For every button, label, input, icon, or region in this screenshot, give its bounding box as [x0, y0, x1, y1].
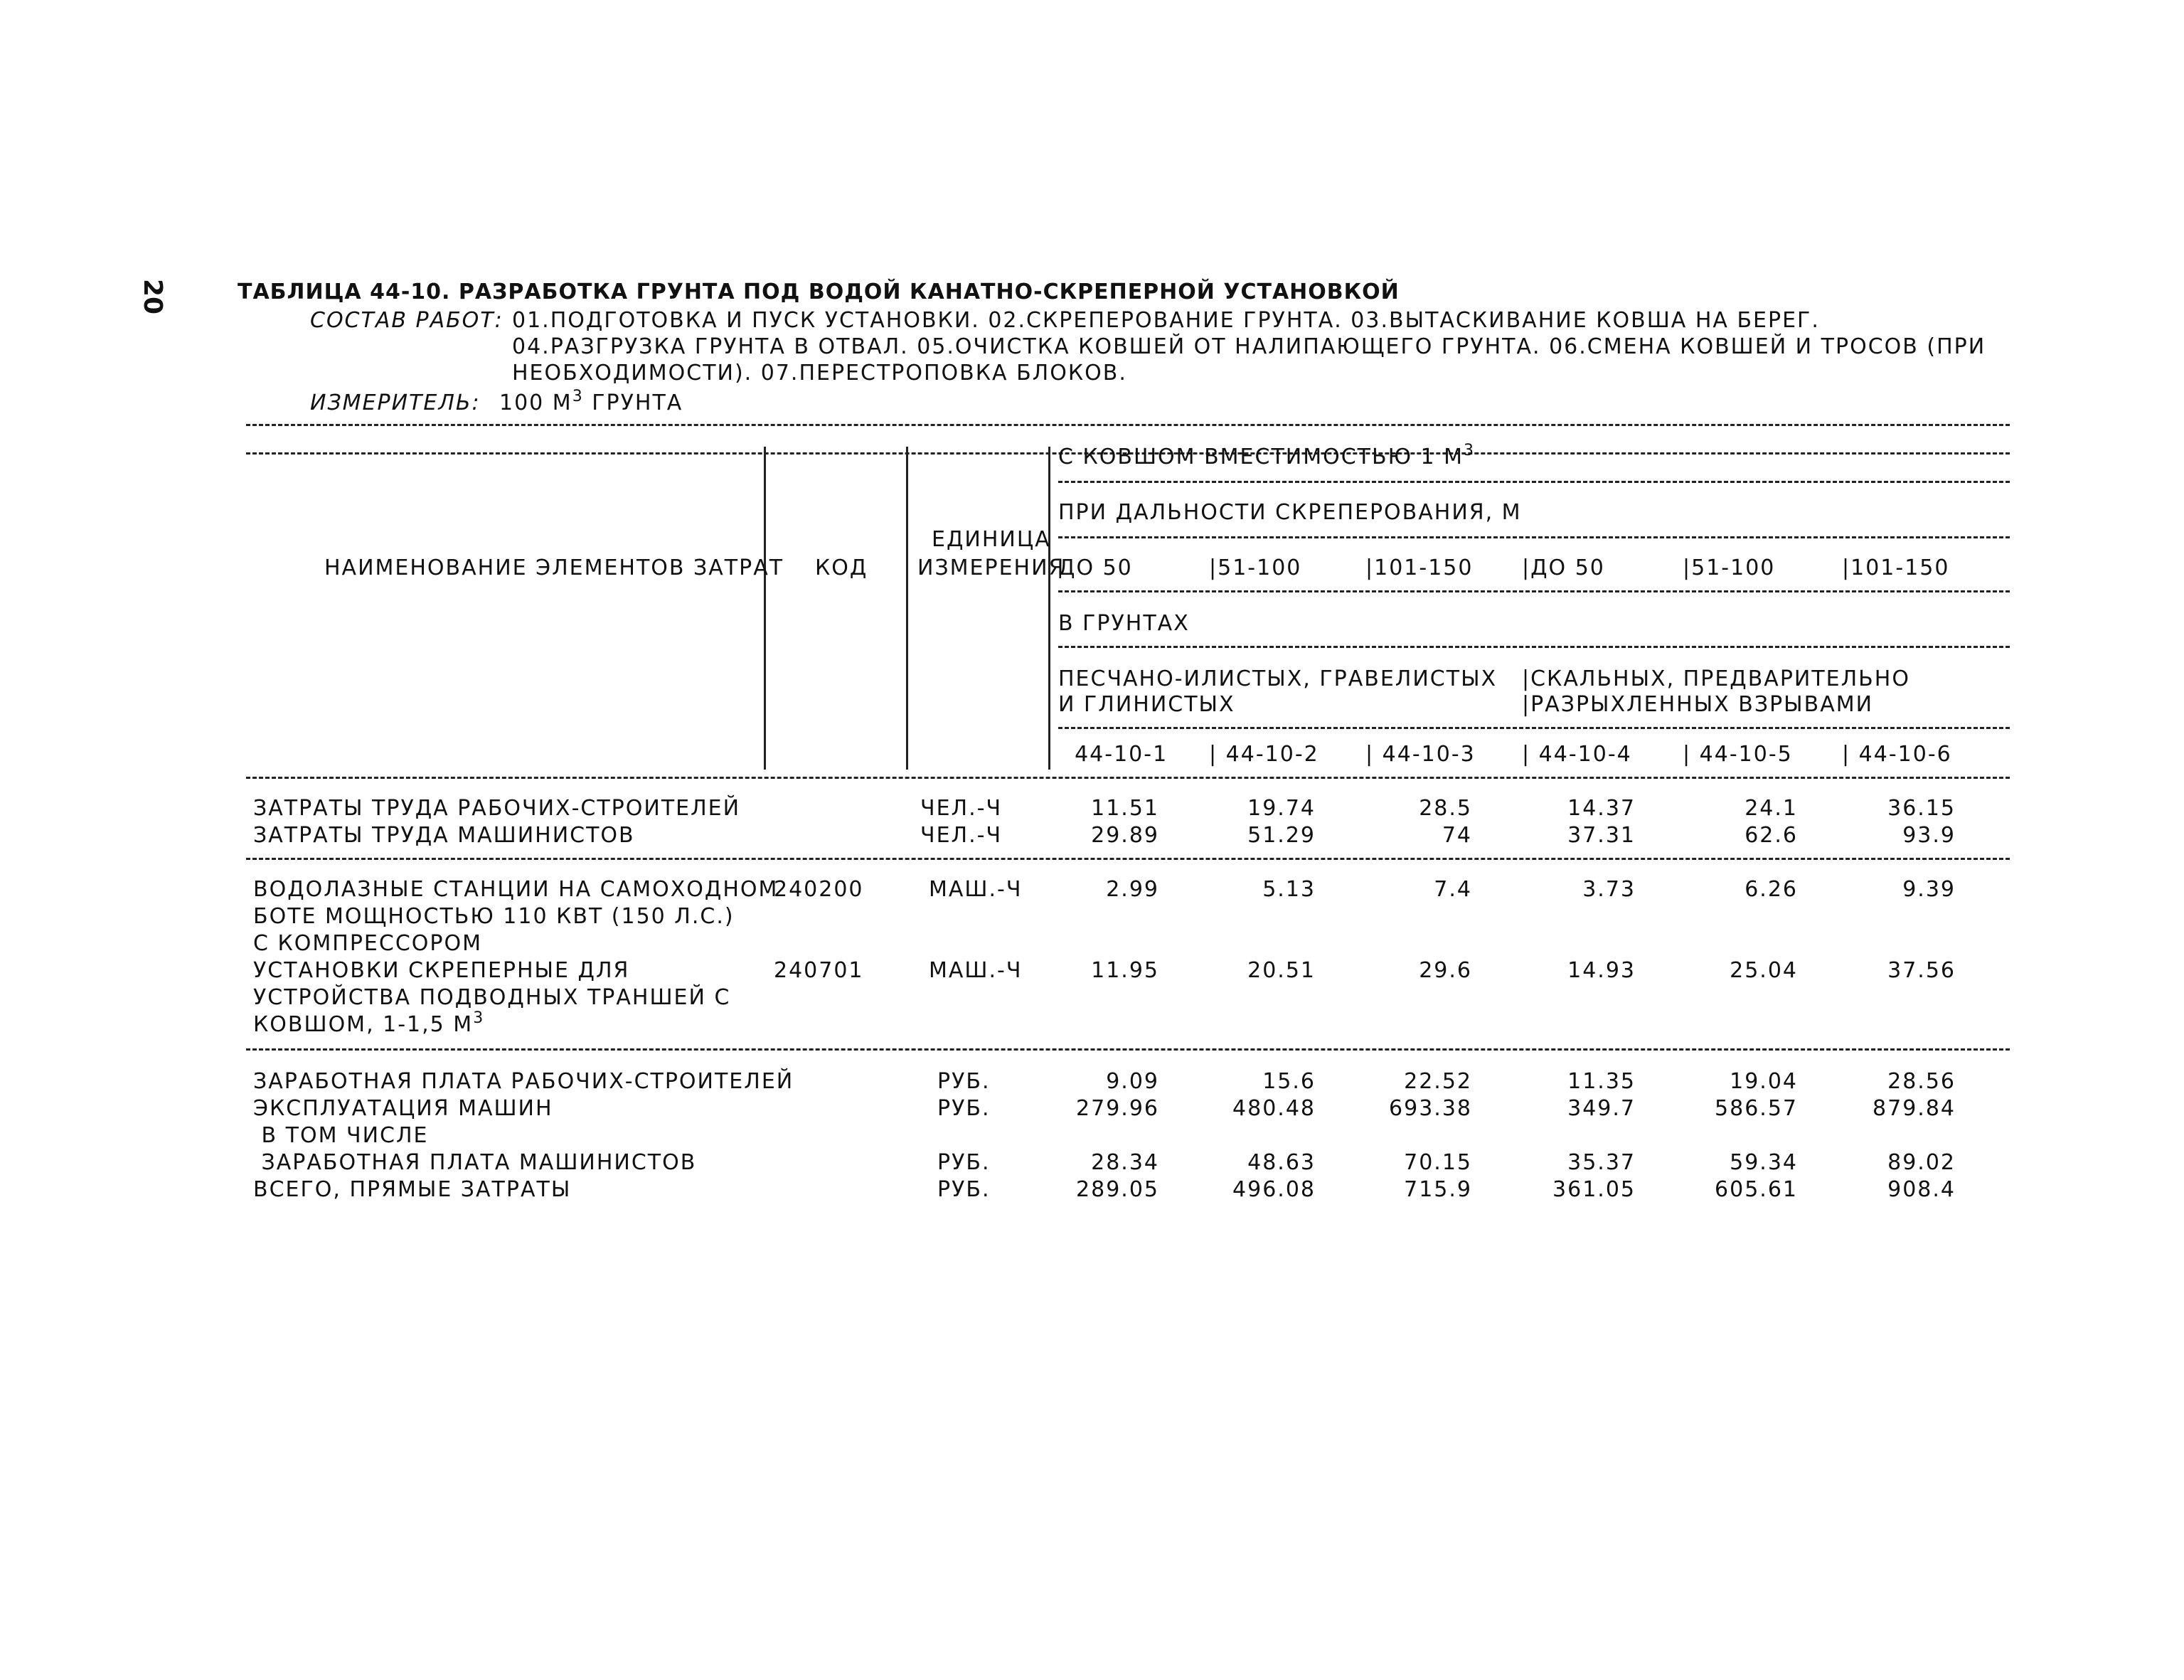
row-value: 9.39	[1902, 877, 1956, 902]
rule	[1058, 727, 2010, 729]
row-value: 20.51	[1247, 958, 1316, 983]
row-value: 289.05	[1076, 1177, 1159, 1202]
row-value: 24.1	[1744, 796, 1798, 821]
composition-label: СОСТАВ РАБОТ:	[310, 308, 504, 333]
row-value: 19.74	[1247, 796, 1316, 821]
row-unit: ЧЕЛ.-Ч	[920, 796, 1003, 821]
header-code: 44-10-1	[1075, 742, 1168, 767]
row-value: 62.6	[1744, 823, 1798, 848]
row-value: 279.96	[1076, 1096, 1159, 1121]
row-value: 7.4	[1434, 877, 1472, 902]
row-value: 879.84	[1873, 1096, 1956, 1121]
header-code-column: КОД	[815, 555, 868, 580]
row-value: 693.38	[1389, 1096, 1472, 1121]
rule	[246, 424, 2010, 426]
row-unit: РУБ.	[937, 1096, 991, 1121]
row-value: 11.35	[1567, 1069, 1636, 1094]
row-value: 37.56	[1887, 958, 1956, 983]
row-value: 48.63	[1247, 1150, 1316, 1175]
header-soils: В ГРУНТАХ	[1058, 611, 1190, 636]
row-value: 480.48	[1232, 1096, 1316, 1121]
row-value: 2.99	[1106, 877, 1159, 902]
header-code: | 44-10-5	[1683, 742, 1793, 767]
row-name: ВОДОЛАЗНЫЕ СТАНЦИИ НА САМОХОДНОМ	[253, 877, 779, 902]
header-name-column: НАИМЕНОВАНИЕ ЭЛЕМЕНТОВ ЗАТРАТ	[324, 555, 784, 580]
row-value: 89.02	[1887, 1150, 1956, 1175]
row-name: ЭКСПЛУАТАЦИЯ МАШИН	[253, 1096, 553, 1121]
table-title: ТАБЛИЦА 44-10. РАЗРАБОТКА ГРУНТА ПОД ВОДОЙ КАНАТНО-СКРЕПЕРНОЙ УСТАНОВКОЙ	[238, 280, 1400, 304]
row-value: 586.57	[1715, 1096, 1798, 1121]
row-value: 93.9	[1902, 823, 1956, 848]
header-distance: ПРИ ДАЛЬНОСТИ СКРЕПЕРОВАНИЯ, М	[1058, 500, 1522, 525]
row-value: 5.13	[1262, 877, 1316, 902]
header-code: | 44-10-3	[1365, 742, 1476, 767]
row-value: 11.95	[1091, 958, 1159, 983]
row-unit: МАШ.-Ч	[929, 958, 1023, 983]
row-unit: РУБ.	[937, 1069, 991, 1094]
header-soil-group-1: ПЕСЧАНО-ИЛИСТЫХ, ГРАВЕЛИСТЫХ	[1058, 666, 1498, 691]
row-unit: РУБ.	[937, 1177, 991, 1202]
header-range: |101-150	[1365, 555, 1474, 580]
row-value: 74	[1442, 823, 1472, 848]
row-value: 361.05	[1552, 1177, 1636, 1202]
row-value: 29.89	[1091, 823, 1159, 848]
header-range: |ДО 50	[1522, 555, 1605, 580]
header-unit-column: ИЗМЕРЕНИЯ	[917, 555, 1065, 580]
row-value: 6.26	[1744, 877, 1798, 902]
header-soil-group-2: |СКАЛЬНЫХ, ПРЕДВАРИТЕЛЬНО	[1522, 666, 1910, 691]
rule	[246, 777, 2010, 779]
row-name: В ТОМ ЧИСЛЕ	[253, 1123, 429, 1148]
measure-value: 100 $М^3$ ГРУНТА	[499, 388, 683, 415]
row-name: С КОМПРЕССОРОМ	[253, 931, 482, 956]
row-code: 240701	[774, 958, 864, 983]
row-unit: ЧЕЛ.-Ч	[920, 823, 1003, 848]
row-value: 35.37	[1567, 1150, 1636, 1175]
row-value: 70.15	[1404, 1150, 1472, 1175]
composition-line: НЕОБХОДИМОСТИ). 07.ПЕРЕСТРОПОВКА БЛОКОВ.	[512, 361, 1127, 386]
row-unit: РУБ.	[937, 1150, 991, 1175]
header-code: | 44-10-2	[1209, 742, 1319, 767]
row-value: 14.37	[1567, 796, 1636, 821]
row-value: 908.4	[1887, 1177, 1956, 1202]
row-value: 715.9	[1404, 1177, 1472, 1202]
measure-label: ИЗМЕРИТЕЛЬ:	[310, 390, 481, 415]
row-value: 3.73	[1582, 877, 1636, 902]
row-value: 22.52	[1404, 1069, 1472, 1094]
row-value: 14.93	[1567, 958, 1636, 983]
row-value: 28.5	[1419, 796, 1472, 821]
row-value: 36.15	[1887, 796, 1956, 821]
row-value: 59.34	[1730, 1150, 1798, 1175]
row-value: 11.51	[1091, 796, 1159, 821]
row-unit: МАШ.-Ч	[929, 877, 1023, 902]
row-value: 9.09	[1106, 1069, 1159, 1094]
header-range: |51-100	[1683, 555, 1776, 580]
header-code: | 44-10-6	[1842, 742, 1952, 767]
row-value: 28.34	[1091, 1150, 1159, 1175]
header-range: |101-150	[1842, 555, 1950, 580]
row-name: ЗАРАБОТНАЯ ПЛАТА МАШИНИСТОВ	[253, 1150, 697, 1175]
row-name: ЗАТРАТЫ ТРУДА РАБОЧИХ-СТРОИТЕЛЕЙ	[253, 796, 741, 821]
rule	[1058, 536, 2010, 538]
rule	[1058, 646, 2010, 648]
row-name: ЗАРАБОТНАЯ ПЛАТА РАБОЧИХ-СТРОИТЕЛЕЙ	[253, 1069, 794, 1094]
column-divider	[1048, 447, 1050, 770]
row-name: УСТАНОВКИ СКРЕПЕРНЫЕ ДЛЯ	[253, 958, 630, 983]
column-divider	[764, 447, 766, 770]
rule	[1058, 590, 2010, 592]
column-divider	[906, 447, 908, 770]
row-value: 349.7	[1567, 1096, 1636, 1121]
row-name: ЗАТРАТЫ ТРУДА МАШИНИСТОВ	[253, 823, 635, 848]
row-value: 25.04	[1730, 958, 1798, 983]
row-value: 28.56	[1887, 1069, 1956, 1094]
header-soil-group-1: И ГЛИНИСТЫХ	[1058, 692, 1235, 717]
row-value: 19.04	[1730, 1069, 1798, 1094]
header-range: ДО 50	[1058, 555, 1133, 580]
row-name: УСТРОЙСТВА ПОДВОДНЫХ ТРАНШЕЙ С	[253, 985, 731, 1010]
row-value: 605.61	[1715, 1177, 1798, 1202]
composition-line: 01.ПОДГОТОВКА И ПУСК УСТАНОВКИ. 02.СКРЕПЕРОВАНИЕ ГРУНТА. 03.ВЫТАСКИВАНИЕ КОВША НА БЕРЕГ.	[512, 308, 1820, 333]
header-bucket: С КОВШОМ ВМЕСТИМОСТЬЮ 1 $М^3$	[1058, 442, 1476, 469]
row-value: 15.6	[1262, 1069, 1316, 1094]
row-value: 29.6	[1419, 958, 1472, 983]
header-range: |51-100	[1209, 555, 1302, 580]
row-value: 496.08	[1232, 1177, 1316, 1202]
row-value: 51.29	[1247, 823, 1316, 848]
page-number: 20	[138, 279, 167, 315]
row-name: ВСЕГО, ПРЯМЫЕ ЗАТРАТЫ	[253, 1177, 572, 1202]
header-code: | 44-10-4	[1522, 742, 1632, 767]
composition-line: 04.РАЗГРУЗКА ГРУНТА В ОТВАЛ. 05.ОЧИСТКА КОВШЕЙ ОТ НАЛИПАЮЩЕГО ГРУНТА. 06.СМЕНА КОВШЕЙ И ТРОСОВ (ПРИ	[512, 334, 1986, 359]
row-value: 37.31	[1567, 823, 1636, 848]
header-unit-column: ЕДИНИЦА	[932, 527, 1051, 552]
rule	[246, 1048, 2010, 1051]
row-code: 240200	[774, 877, 864, 902]
row-name: БОТЕ МОЩНОСТЬЮ 110 КВТ (150 Л.С.)	[253, 904, 735, 929]
header-soil-group-2: |РАЗРЫХЛЕННЫХ ВЗРЫВАМИ	[1522, 692, 1874, 717]
rule	[246, 858, 2010, 860]
rule	[1058, 481, 2010, 483]
row-name: КОВШОМ, 1-1,5 $М^3$	[253, 1009, 485, 1037]
